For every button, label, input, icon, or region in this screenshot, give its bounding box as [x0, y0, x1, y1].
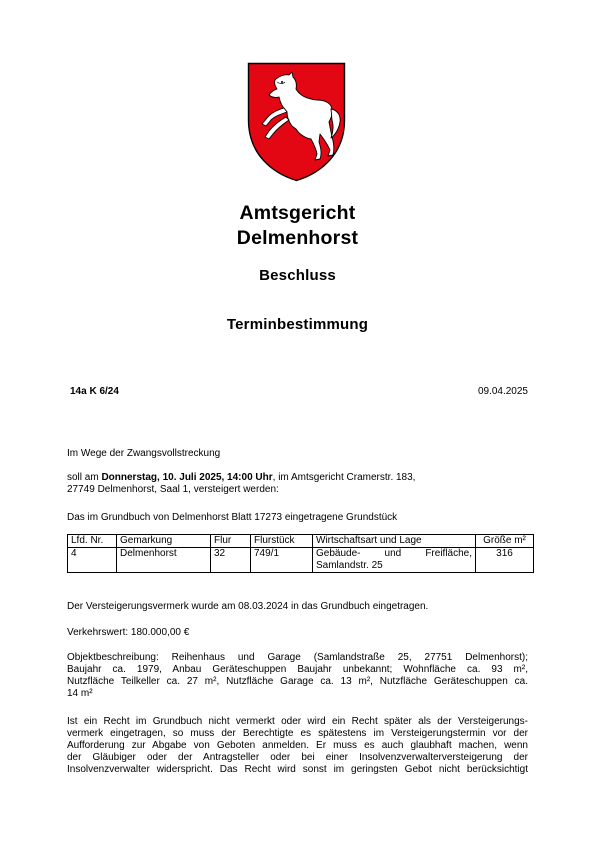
- objekt-line1: Objektbeschreibung: Reihenhaus und Garage (Samlandstraße 25, 27751 Delmenhorst);: [67, 652, 528, 663]
- cell-groesse: 316: [476, 548, 534, 573]
- property-table: [67, 534, 534, 573]
- col-header-flur: Flur: [211, 535, 251, 548]
- col-header-wirtschaftsart: Wirtschaftsart und Lage: [313, 535, 476, 548]
- cell-flurstueck: 749/1: [251, 548, 313, 573]
- cell-flur: 32: [211, 548, 251, 573]
- objekt-line3: Nutzfläche Teilkeller ca. 27 m², Nutzfläche Garage ca. 13 m², Nutzfläche Geräteschuppen ca.: [67, 676, 528, 687]
- verkehrswert-text: Verkehrswert: 180.000,00 €: [67, 627, 190, 638]
- file-number: 14a K 6/24: [70, 386, 119, 397]
- termin-datetime: Donnerstag, 10. Juli 2025, 14:00 Uhr: [101, 472, 273, 483]
- recht-line3: Aufforderung zur Abgabe von Geboten anmelden. Er muss es auch glaubhaft machen, wenn: [67, 740, 528, 751]
- termin-prefix: soll am: [67, 472, 102, 483]
- cell-gemarkung: Delmenhorst: [117, 548, 211, 573]
- table-header-row: [68, 535, 534, 548]
- termin-paragraph: [67, 472, 528, 496]
- vermerk-text: Der Versteigerungsvermerk wurde am 08.03.2024 in das Grundbuch eingetragen.: [67, 601, 429, 612]
- lower-saxony-horse-coat-of-arms-icon: [247, 62, 346, 182]
- cell-wirtschaftsart: Gebäude- und Freifläche, Samlandstr. 25: [313, 548, 476, 573]
- col-header-lfd-nr: Lfd. Nr.: [68, 535, 117, 548]
- decision-title: Beschluss: [259, 267, 336, 284]
- cell-lfd-nr: 4: [68, 548, 117, 573]
- table-row: [68, 548, 534, 573]
- court-name-line2: Delmenhorst: [236, 227, 359, 249]
- recht-paragraph: [67, 716, 528, 776]
- col-header-gemarkung: Gemarkung: [117, 535, 211, 548]
- termin-line2: 27749 Delmenhorst, Saal 1, versteigert werden:: [67, 484, 279, 495]
- col-header-groesse: Größe m²: [476, 535, 534, 548]
- objektbeschreibung-paragraph: [67, 652, 528, 700]
- col-header-flurstueck: Flurstück: [251, 535, 313, 548]
- recht-line1: Ist ein Recht im Grundbuch nicht vermerkt oder wird ein Recht später als der Versteigerungs-: [67, 716, 528, 727]
- objekt-line2: Baujahr ca. 1979, Anbau Geräteschuppen Baujahr unbekannt; Wohnfläche ca. 93 m²,: [67, 664, 528, 675]
- objekt-line4: 14 m²: [67, 688, 93, 699]
- recht-line2: vermerk eingetragen, so muss der Berechtigte es spätestens im Versteigerungstermin vor der: [67, 728, 528, 739]
- grundbuch-text: Das im Grundbuch von Delmenhorst Blatt 17273 eingetragene Grundstück: [67, 512, 398, 523]
- intro-text: Im Wege der Zwangsvollstreckung: [67, 448, 221, 459]
- document-date: 09.04.2025: [477, 386, 528, 397]
- subject-title: Terminbestimmung: [226, 316, 369, 333]
- termin-suffix: , im Amtsgericht Cramerstr. 183,: [272, 472, 416, 483]
- recht-line5: Insolvenzverwalter widerspricht. Das Recht wird sonst im geringsten Gebot nicht berücksichtigt: [67, 764, 528, 775]
- recht-line4: der Gläubiger oder der Antragsteller oder bei einer Insolvenzverwalterversteigerung der: [67, 752, 528, 763]
- termin-line1: [67, 472, 528, 484]
- court-name-line1: Amtsgericht: [239, 202, 356, 224]
